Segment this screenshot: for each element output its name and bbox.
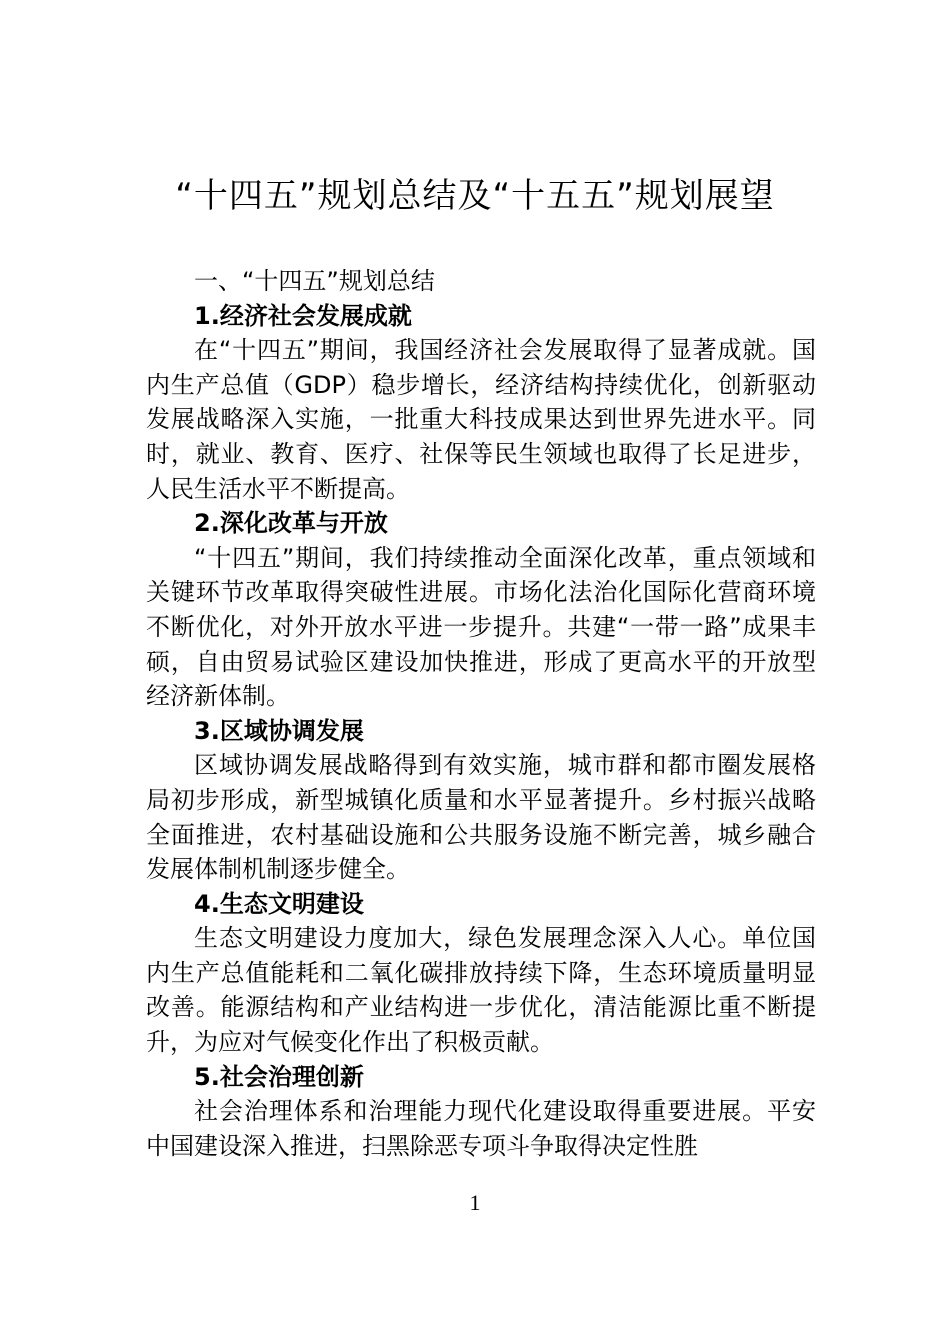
document-title: “十四五”规划总结及“十五五”规划展望 [175,176,775,216]
subsection-heading-governance: 5.社会治理创新 [194,1062,364,1091]
section-heading: 一、“十四五”规划总结 [194,267,435,295]
paragraph-economy: 在“十四五”期间，我国经济社会发展取得了显著成就。国内生产总值（GDP）稳步增长，经济结构持续优化，创新驱动发展战略深入实施，一批重大科技成果达到世界先进水平。同时，就业、教育、医疗、社保等民生领域也取得了长足进步，人民生活水平不断提高。 [146,336,816,503]
subsection-heading-reform: 2.深化改革与开放 [194,509,388,538]
subsection-heading-regional: 3.区域协调发展 [194,716,364,745]
paragraph-governance: 社会治理体系和治理能力现代化建设取得重要进展。平安中国建设深入推进，扫黑除恶专项斗争取得决定性胜 [146,1097,816,1160]
page-number: 1 [469,1190,481,1215]
paragraph-ecology: 生态文明建设力度加大，绿色发展理念深入人心。单位国内生产总值能耗和二氧化碳排放持续下降，生态环境质量明显改善。能源结构和产业结构进一步优化，清洁能源比重不断提升，为应对气候变化作出了积极贡献。 [146,924,816,1057]
document-body [146,264,816,1163]
paragraph-regional: 区域协调发展战略得到有效实施，城市群和都市圈发展格局初步形成，新型城镇化质量和水平显著提升。乡村振兴战略全面推进，农村基础设施和公共服务设施不断完善，城乡融合发展体制机制逐步健全。 [146,751,816,884]
paragraph-reform: “十四五”期间，我们持续推动全面深化改革，重点领域和关键环节改革取得突破性进展。市场化法治化国际化营商环境不断优化，对外开放水平进一步提升。共建“一带一路”成果丰硕，自由贸易试验区建设加快推进，形成了更高水平的开放型经济新体制。 [146,543,816,711]
subsection-heading-ecology: 4.生态文明建设 [194,889,364,918]
subsection-heading-economy: 1.经济社会发展成就 [194,301,412,330]
